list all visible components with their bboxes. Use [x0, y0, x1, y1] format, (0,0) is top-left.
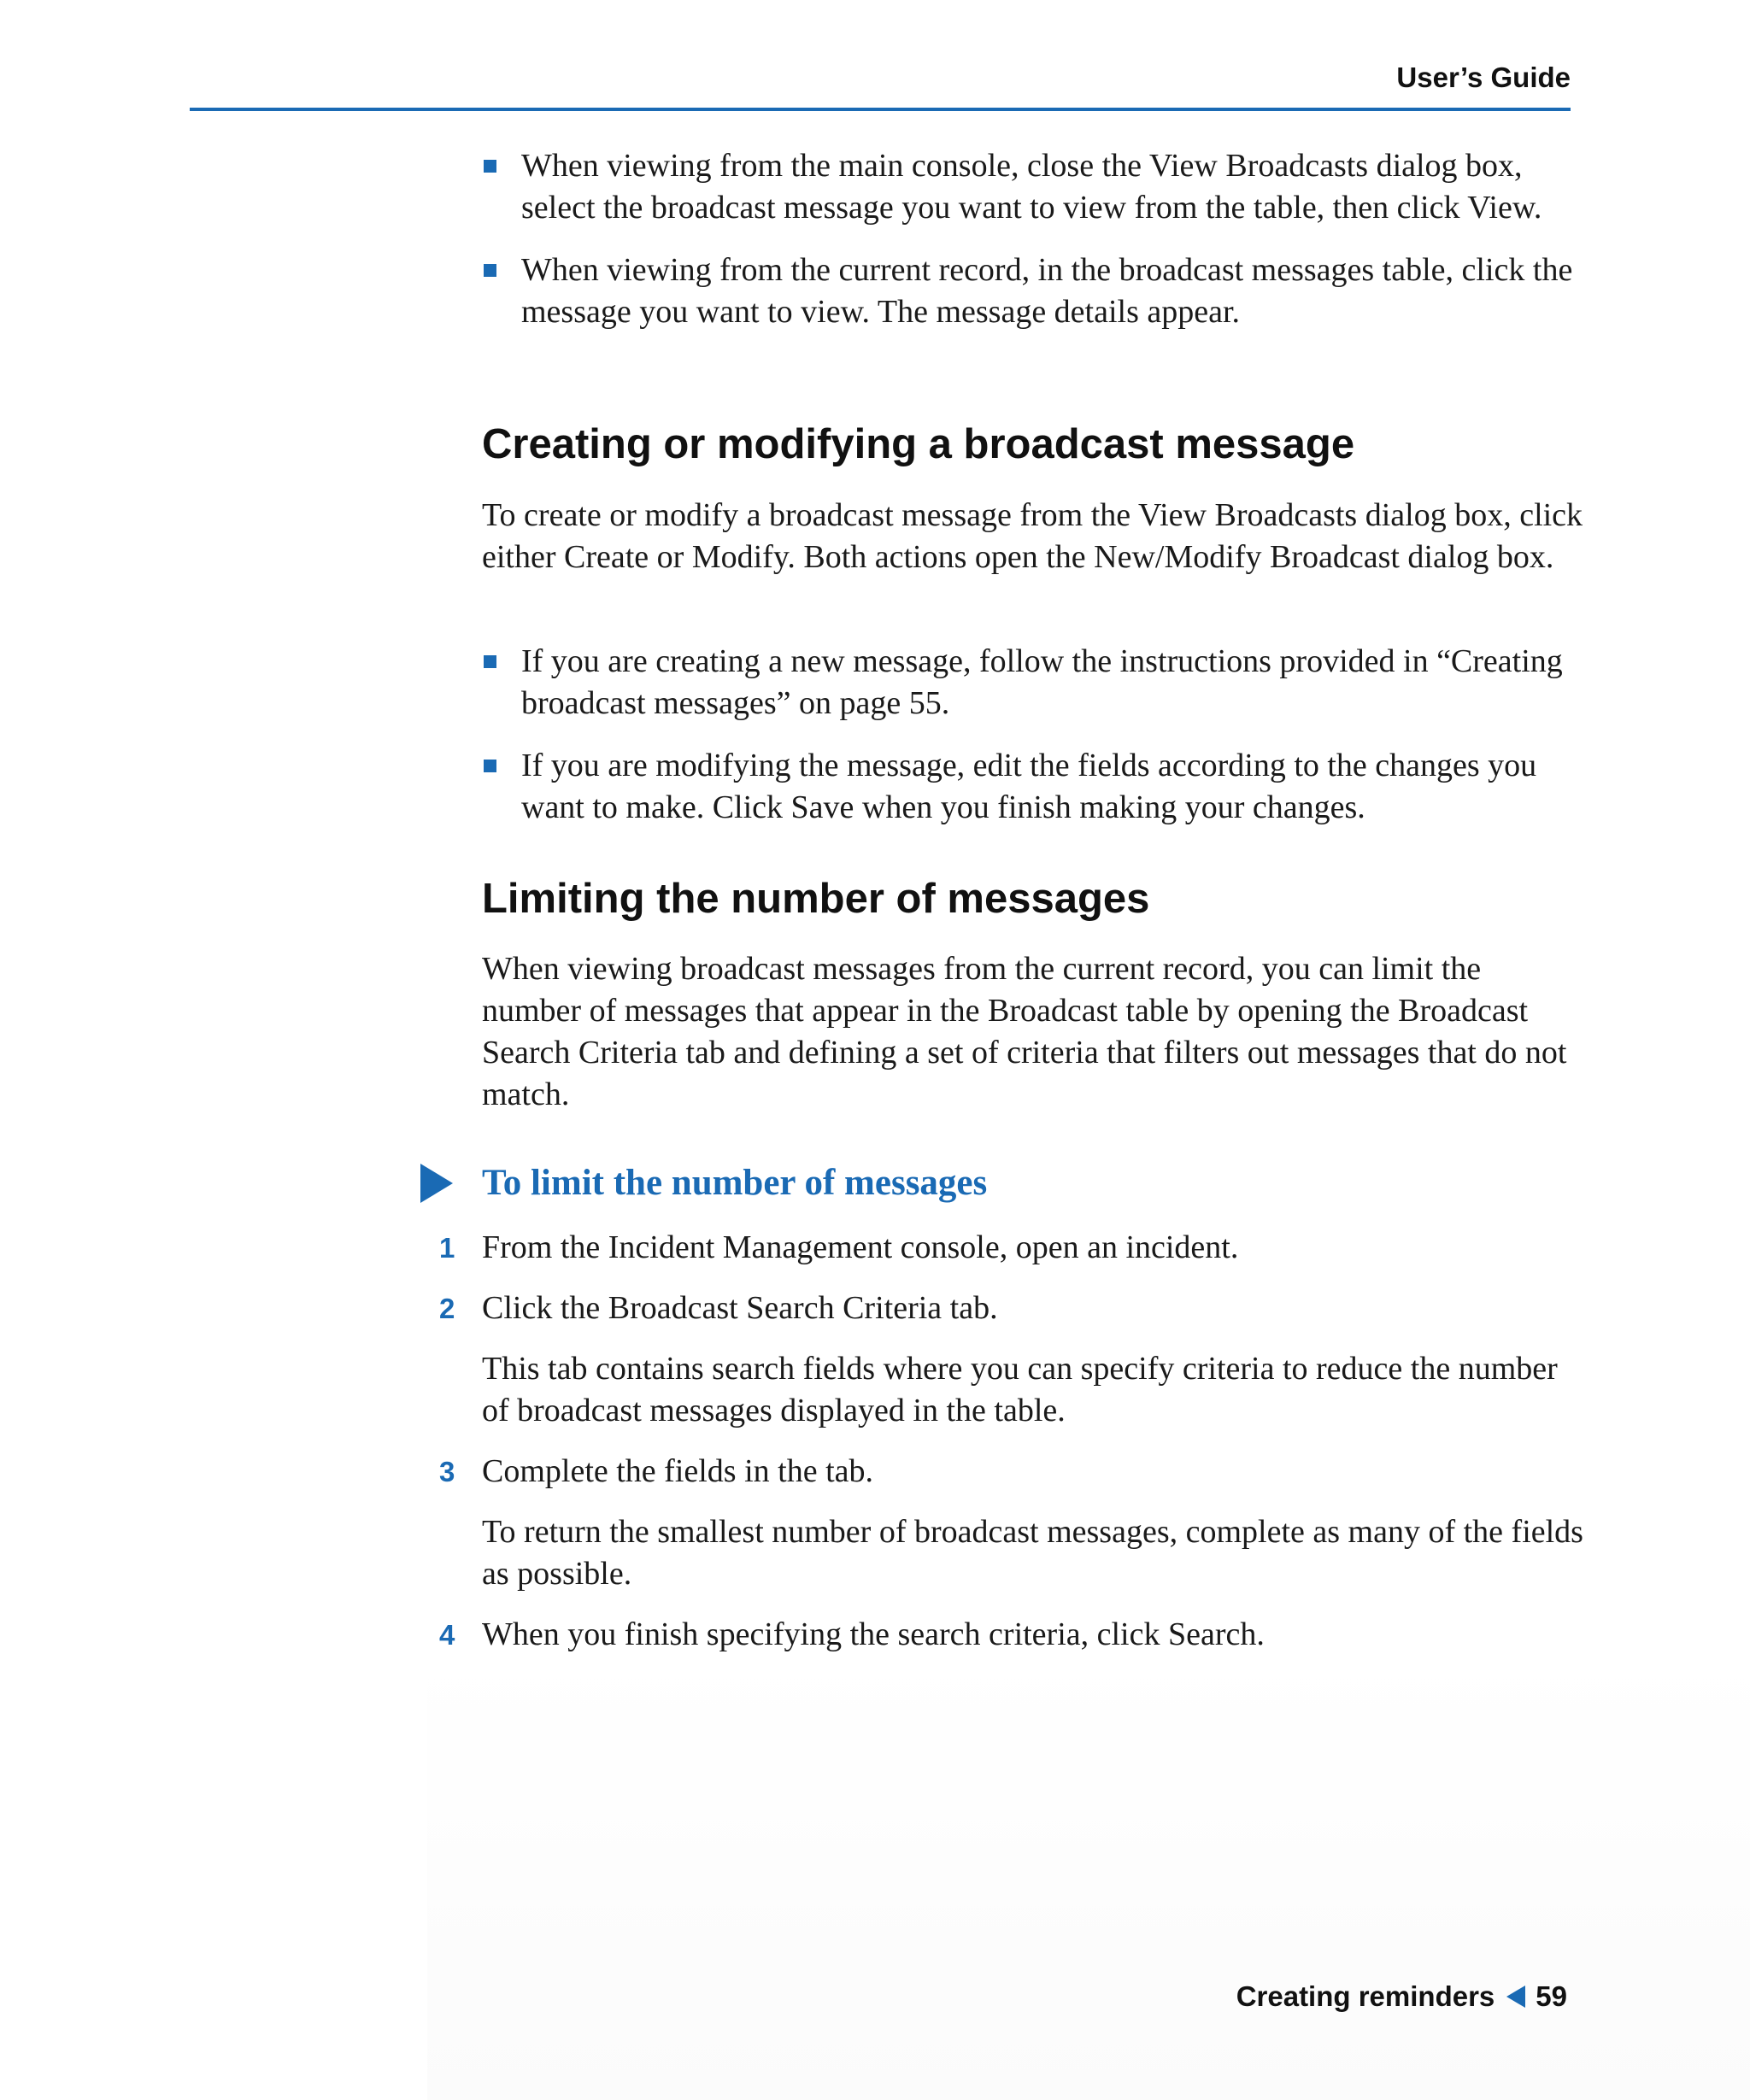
bullet-square-icon	[484, 264, 496, 277]
step-text: From the Incident Management console, open an incident.	[482, 1229, 1239, 1265]
procedure-heading-text: To limit the number of messages	[482, 1163, 988, 1203]
procedure-step	[439, 1227, 1584, 1269]
step-number: 4	[439, 1619, 455, 1651]
list-item	[482, 145, 1584, 229]
page-shade	[427, 1649, 1750, 2100]
procedure-arrow-icon	[420, 1164, 453, 1203]
list-item-text: When viewing from the main console, close the View Broadcasts dialog box, select the broadcast message you want to view from the table, then click View.	[521, 148, 1542, 226]
step-number: 2	[439, 1293, 455, 1324]
list-item	[482, 745, 1584, 829]
procedure-step	[439, 1288, 1584, 1329]
section-heading-create: Creating or modifying a broadcast message	[482, 421, 1355, 467]
section-create-paragraph: To create or modify a broadcast message from the View Broadcasts dialog box, click either Create or Modify. Both actions open the New/Modify Broadcast dialog box.	[482, 497, 1583, 575]
list-item	[482, 249, 1584, 333]
procedure-step-list	[439, 1227, 1584, 1656]
procedure-step	[439, 1451, 1584, 1493]
footer-section-title: Creating reminders	[1236, 1980, 1495, 2012]
bullet-square-icon	[484, 655, 496, 668]
running-header-title: User’s Guide	[1396, 62, 1571, 93]
list-item-text: When viewing from the current record, in the broadcast messages table, click the message you want to view. The message details appear.	[521, 252, 1573, 330]
section-limit-paragraph: When viewing broadcast messages from the current record, you can limit the number of messages that appear in the Broadcast table by opening the Broadcast Search Criteria tab and defining a set of criteria that filters out messages that do not match.	[482, 951, 1567, 1112]
step-note: This tab contains search fields where you can specify criteria to reduce the number of broadcast messages displayed in the table.	[482, 1351, 1558, 1428]
step-number: 3	[439, 1456, 455, 1487]
bullet-square-icon	[484, 760, 496, 772]
page-number: 59	[1536, 1980, 1567, 2012]
section-heading-limit: Limiting the number of messages	[482, 876, 1150, 922]
list-item	[482, 641, 1584, 724]
step-number: 1	[439, 1232, 455, 1264]
step-text: Complete the fields in the tab.	[482, 1453, 874, 1489]
list-item-text: If you are modifying the message, edit the fields according to the changes you want to make. Click Save when you finish making your changes.	[521, 748, 1537, 825]
procedure-step	[439, 1614, 1584, 1656]
step-text: Click the Broadcast Search Criteria tab.	[482, 1290, 998, 1326]
list-item-text: If you are creating a new message, follow the instructions provided in “Creating broadcast messages” on page 55.	[521, 643, 1563, 721]
procedure-heading	[482, 1160, 1584, 1206]
bullet-square-icon	[484, 160, 496, 173]
footer-arrow-icon	[1506, 1986, 1525, 2008]
create-bullet-list	[482, 641, 1584, 849]
page-footer	[1236, 1980, 1567, 2013]
step-note: To return the smallest number of broadcast messages, complete as many of the fields as possible.	[482, 1514, 1583, 1592]
intro-bullet-list	[482, 145, 1584, 354]
header-rule	[190, 108, 1571, 111]
step-text: When you finish specifying the search criteria, click Search.	[482, 1616, 1265, 1652]
